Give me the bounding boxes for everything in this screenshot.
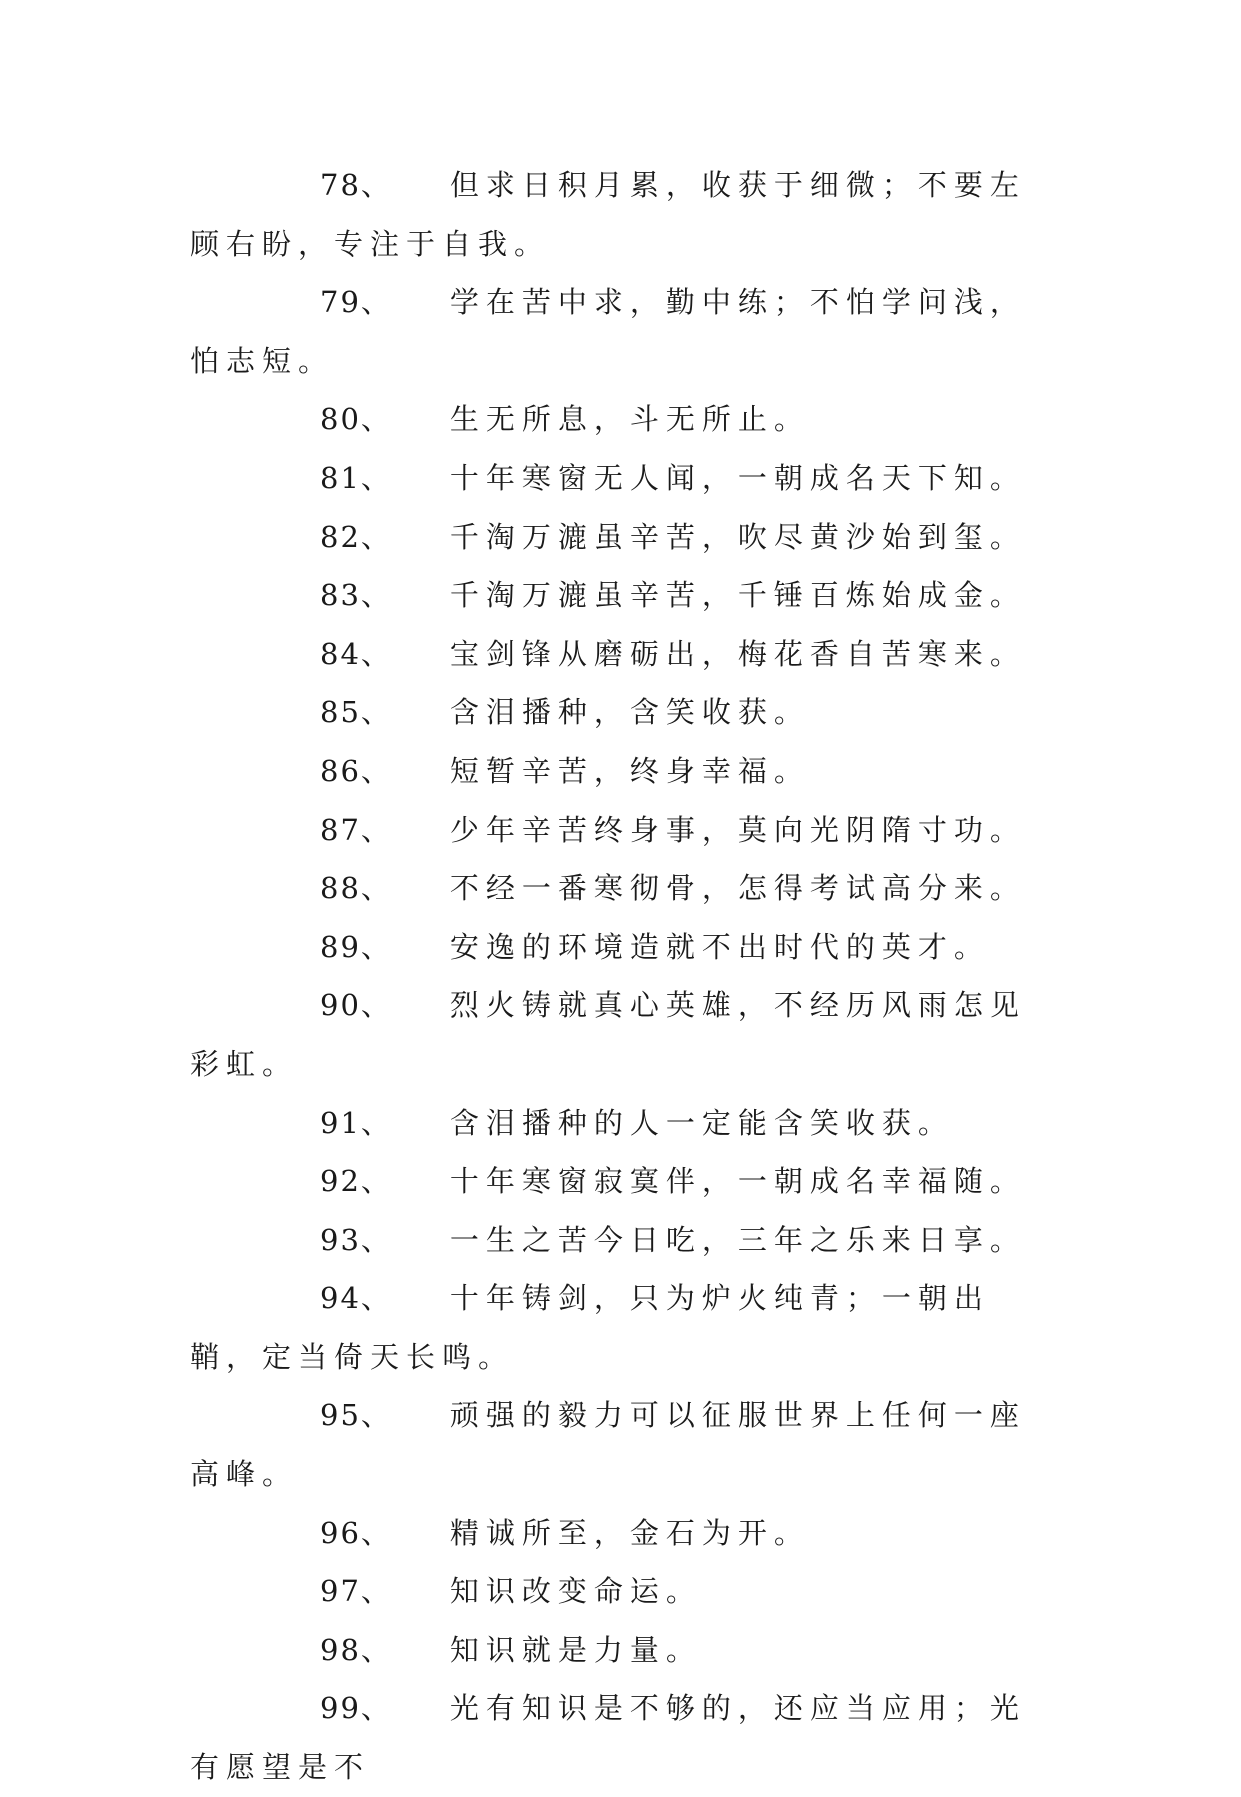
item-number: 87、 <box>320 812 392 847</box>
item-number: 86、 <box>320 753 392 788</box>
list-item <box>190 390 1050 449</box>
item-text: 精诚所至，金石为开。 <box>449 1515 810 1550</box>
item-number: 98、 <box>320 1632 392 1667</box>
list-item <box>190 918 1050 977</box>
item-text: 不经一番寒彻骨，怎得考试高分来。 <box>449 871 1026 906</box>
item-number: 84、 <box>320 636 392 671</box>
item-number: 92、 <box>320 1164 392 1199</box>
item-text: 含泪播种的人一定能含笑收获。 <box>449 1105 954 1140</box>
list-item <box>190 449 1050 508</box>
item-number: 97、 <box>320 1574 392 1609</box>
item-number: 81、 <box>320 460 392 495</box>
item-number: 90、 <box>320 988 392 1023</box>
item-text: 光有知识是不够的，还应当应用；光有愿望是不 <box>190 1691 1026 1785</box>
list-item <box>190 273 1050 390</box>
item-number: 80、 <box>320 402 392 437</box>
item-text: 十年寒窗无人闻，一朝成名天下知。 <box>449 460 1026 495</box>
item-text: 学在苦中求，勤中练；不怕学问浅，怕志短。 <box>190 285 1026 378</box>
list-item <box>190 683 1050 742</box>
item-text: 宝剑锋从磨砺出，梅花香自苦寒来。 <box>449 636 1026 671</box>
list-item <box>190 1094 1050 1153</box>
item-number: 91、 <box>320 1105 392 1140</box>
item-text: 烈火铸就真心英雄，不经历风雨怎见彩虹。 <box>190 988 1026 1081</box>
item-number: 82、 <box>320 519 392 554</box>
list-item <box>190 1386 1050 1503</box>
list-item <box>190 1679 1050 1796</box>
item-number: 99、 <box>320 1691 392 1726</box>
item-number: 78、 <box>320 168 392 202</box>
item-text: 知识就是力量。 <box>449 1632 702 1667</box>
list-item <box>190 801 1050 860</box>
item-text: 但求日积月累，收获于细微；不要左顾右盼，专注于自我。 <box>190 168 1026 261</box>
item-text: 含泪播种，含笑收获。 <box>449 695 810 730</box>
item-text: 一生之苦今日吃，三年之乐来日享。 <box>449 1222 1026 1257</box>
item-text: 短暂辛苦，终身幸福。 <box>449 753 810 788</box>
item-number: 96、 <box>320 1515 392 1550</box>
item-text: 顽强的毅力可以征服世界上任何一座高峰。 <box>190 1398 1026 1492</box>
item-number: 95、 <box>320 1398 392 1433</box>
list-item <box>190 976 1050 1093</box>
item-text: 安逸的环境造就不出时代的英才。 <box>449 929 990 964</box>
item-number: 93、 <box>320 1222 392 1257</box>
item-text: 千淘万漉虽辛苦，吹尽黄沙始到玺。 <box>449 519 1026 554</box>
item-text: 少年辛苦终身事，莫向光阴隋寸功。 <box>449 812 1026 847</box>
list-item <box>190 1211 1050 1270</box>
item-text: 生无所息，斗无所止。 <box>449 402 810 437</box>
item-text: 十年铸剑，只为炉火纯青；一朝出鞘，定当倚天长鸣。 <box>190 1281 990 1374</box>
list-item <box>190 1504 1050 1563</box>
list-item <box>190 1152 1050 1211</box>
list-item <box>190 742 1050 801</box>
item-number: 88、 <box>320 871 392 906</box>
item-number: 89、 <box>320 929 392 964</box>
list-item <box>190 566 1050 625</box>
list-item <box>190 859 1050 918</box>
item-number: 79、 <box>320 285 392 320</box>
item-number: 85、 <box>320 695 392 730</box>
list-item <box>190 156 1050 273</box>
item-number: 94、 <box>320 1281 392 1316</box>
list-item <box>190 625 1050 684</box>
list-item <box>190 1621 1050 1680</box>
item-text: 千淘万漉虽辛苦，千锤百炼始成金。 <box>449 578 1026 613</box>
item-text: 知识改变命运。 <box>449 1574 702 1609</box>
document-body <box>190 156 1050 1797</box>
list-item <box>190 1562 1050 1621</box>
list-item <box>190 1269 1050 1386</box>
item-text: 十年寒窗寂寞伴，一朝成名幸福随。 <box>449 1164 1026 1199</box>
item-number: 83、 <box>320 578 392 613</box>
list-item <box>190 508 1050 567</box>
